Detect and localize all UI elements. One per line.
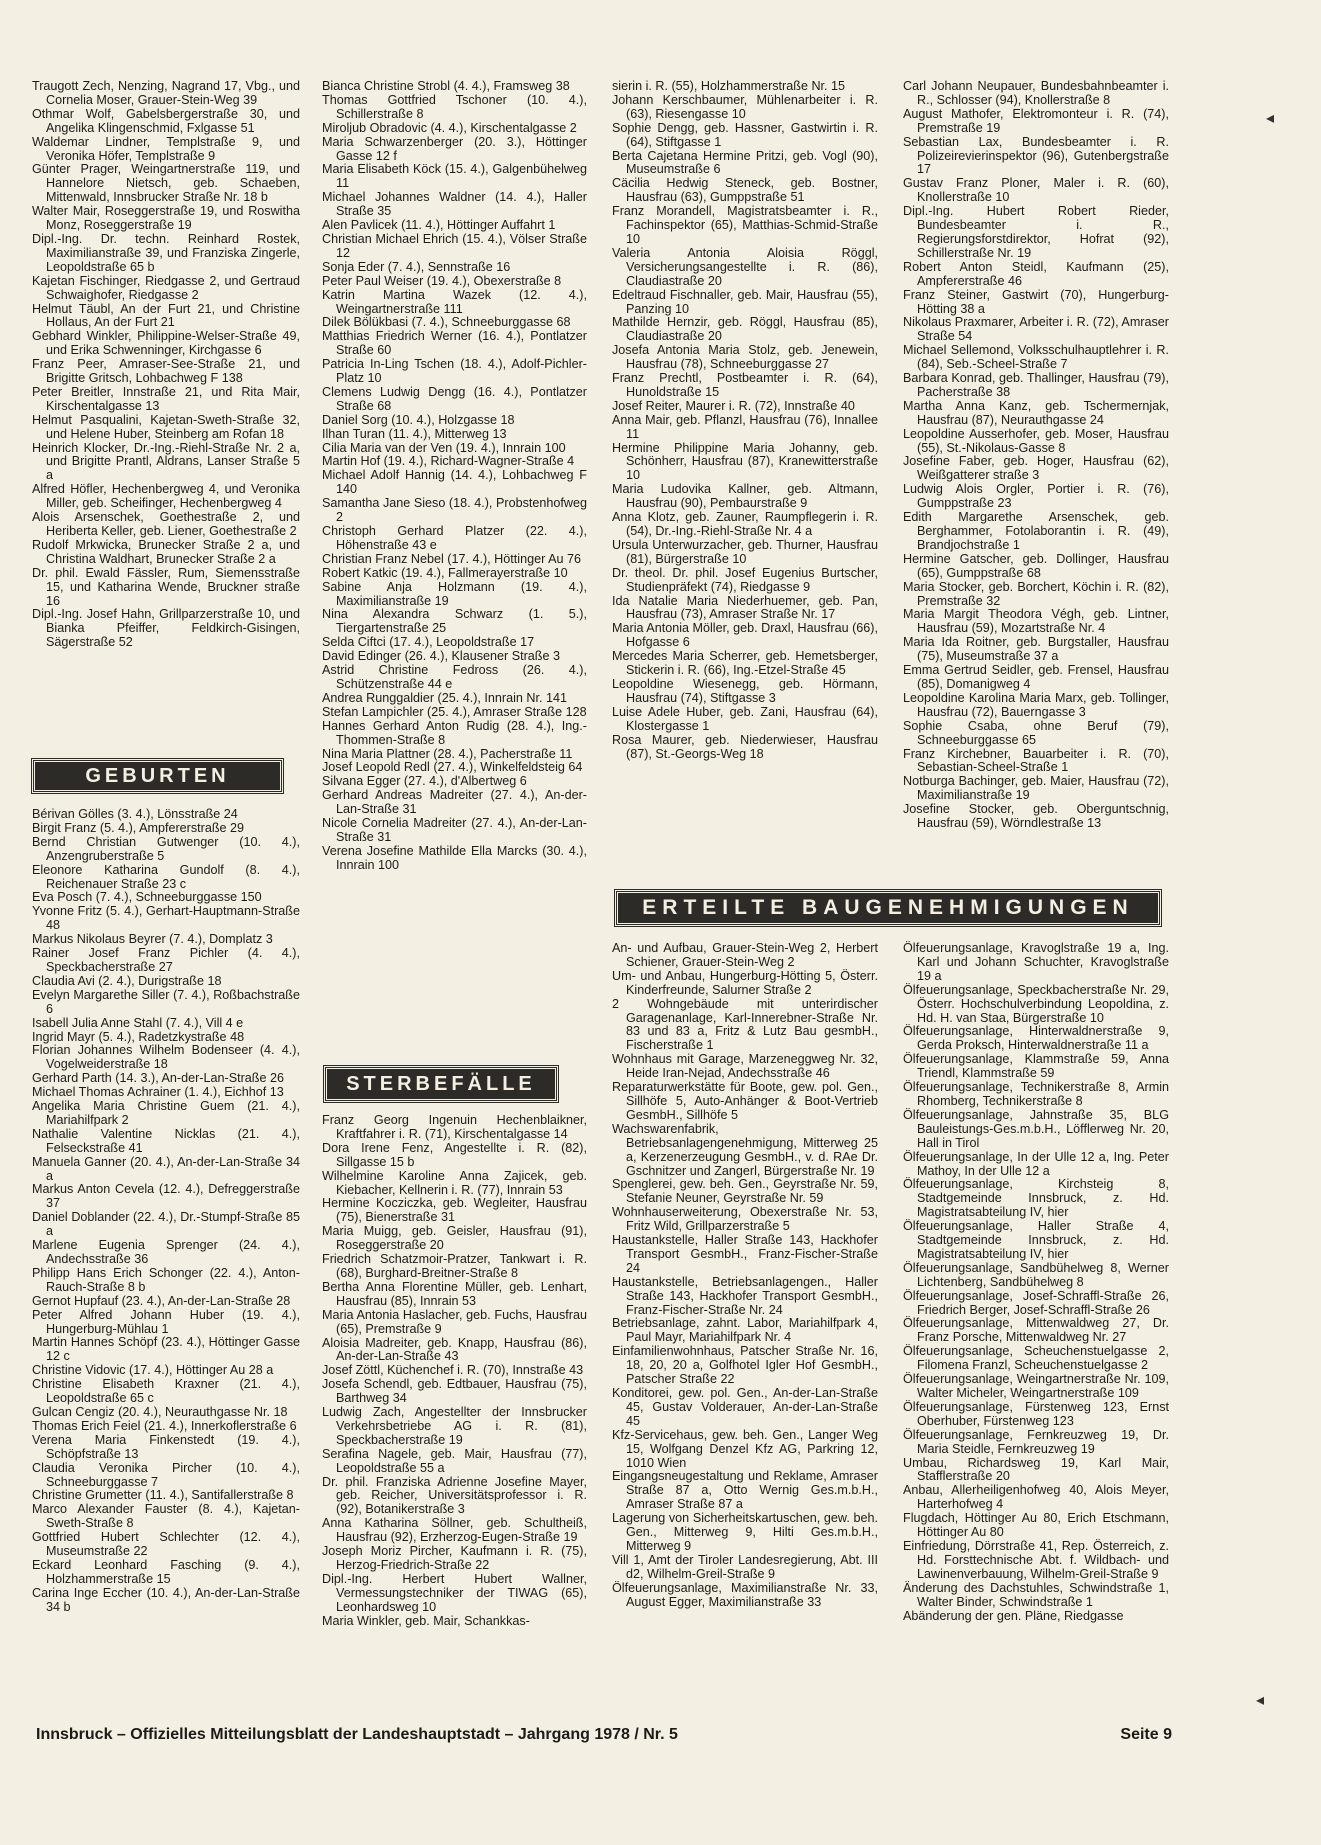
permit-entry: Spenglerei, gew. beh. Gen., Geyrstraße Nr. 59, Stefanie Neuner, Geyrstraße Nr. 59	[612, 1177, 878, 1206]
death-entry: Gustav Franz Ploner, Maler i. R. (60), Knollerstraße 10	[903, 176, 1169, 205]
birth-entry: Sabine Anja Holzmann (19. 4.), Maximilianstraße 19	[322, 579, 587, 608]
birth-entry: Christoph Gerhard Platzer (22. 4.), Höhenstraße 43 e	[322, 524, 587, 552]
birth-entry: Ingrid Mayr (5. 4.), Radetzkystraße 48	[32, 1029, 245, 1044]
death-entry: Maria Muigg, geb. Geisler, Hausfrau (91), Roseggerstraße 20	[322, 1224, 587, 1253]
permit-entry: Ölfeuerungsanlage, Fernkreuzweg 19, Dr. Maria Steidle, Fernkreuzweg 19	[903, 1427, 1169, 1456]
birth-entry: Christian Franz Nebel (17. 4.), Höttinger Au 76	[322, 551, 581, 566]
birth-entry: Thomas Gottfried Tschoner (10. 4.), Schillerstraße 8	[322, 92, 587, 121]
births-list-column-2	[322, 80, 587, 873]
permit-entry: Kfz-Servicehaus, gew. beh. Gen., Langer Weg 15, Wolfgang Denzel Kfz AG, Parkring 12, 1010 Wien	[612, 1427, 878, 1470]
permit-entry: Ölfeuerungsanlage, Maximilianstraße Nr. 33, August Egger, Maximilianstraße 33	[612, 1580, 878, 1609]
marriage-entry: Waldemar Lindner, Templstraße 9, und Veronika Höfer, Templstraße 9	[32, 134, 300, 163]
birth-entry: Daniel Doblander (22. 4.), Dr.-Stumpf-Straße 85 a	[32, 1210, 300, 1239]
birth-entry: Christine Grumetter (11. 4.), Santifallerstraße 8	[32, 1488, 294, 1503]
permit-entry: Vill 1, Amt der Tiroler Landesregierung, Abt. III d2, Wilhelm-Greil-Straße 9	[612, 1552, 878, 1581]
birth-entry: Christian Michael Ehrich (15. 4.), Völser Straße 12	[322, 231, 587, 260]
death-entry: Joseph Moriz Pircher, Kaufmann i. R. (75), Herzog-Friedrich-Straße 22	[322, 1544, 587, 1572]
birth-entry: Bernd Christian Gutwenger (10. 4.), Anzengruberstraße 5	[32, 834, 300, 863]
scan-mark-icon: ◂	[1266, 110, 1275, 127]
permit-entry: Ölfeuerungsanlage, Sandbühelweg 8, Werner Lichtenberg, Sandbühelweg 8	[903, 1260, 1169, 1289]
birth-entry: Christine Vidovic (17. 4.), Höttinger Au 28 a	[32, 1363, 274, 1378]
death-entry: Valeria Antonia Aloisia Röggl, Versicherungsangestellte i. R. (86), Claudiastraße 20	[612, 245, 878, 288]
death-entry: Hermine Kocziczka, geb. Wegleiter, Hausfrau (75), Bienerstraße 31	[322, 1196, 587, 1225]
birth-entry: Angelika Maria Christine Guem (21. 4.), Mariahilfpark 2	[32, 1099, 300, 1127]
birth-entry: Peter Alfred Johann Huber (19. 4.), Hungerburg-Mühlau 1	[32, 1307, 300, 1336]
birth-entry: Nathalie Valentine Nicklas (21. 4.), Felseckstraße 41	[32, 1126, 300, 1155]
permit-entry: Ölfeuerungsanlage, Kirchsteig 8, Stadtgemeinde Innsbruck, z. Hd. Magistratsabteilung IV, hier	[903, 1177, 1169, 1220]
marriage-entry: Helmut Täubl, An der Furt 21, und Christine Hollaus, An der Furt 21	[32, 301, 300, 330]
death-entry: Josefa Schendl, geb. Edtbauer, Hausfrau (75), Barthweg 34	[322, 1377, 587, 1406]
birth-entry: Claudia Avi (2. 4.), Durigstraße 18	[32, 973, 222, 988]
death-entry: Berta Cajetana Hermine Pritzi, geb. Vogl (90), Museumstraße 6	[612, 148, 878, 177]
death-entry: Aloisia Madreiter, geb. Knapp, Hausfrau (86), An-der-Lan-Straße 43	[322, 1335, 587, 1364]
death-entry: Ludwig Zach, Angestellter der Innsbrucker Verkehrsbetriebe AG i. R. (81), Speckbacherstraße 19	[322, 1405, 587, 1447]
death-entry: Friedrich Schatzmoir-Pratzer, Tankwart i. R. (68), Burghard-Breitner-Straße 8	[322, 1252, 587, 1280]
death-entry: Maria Winkler, geb. Mair, Schankkas-	[322, 1613, 530, 1628]
permit-entry: Ölfeuerungsanlage, Klammstraße 59, Anna Triendl, Klammstraße 59	[903, 1052, 1169, 1081]
marriage-entry: Franz Peer, Amraser-See-Straße 21, und Brigitte Gritsch, Lohbachweg F 138	[32, 357, 300, 386]
birth-entry: Martin Hof (19. 4.), Richard-Wagner-Straße 4	[322, 454, 575, 469]
death-entry: Dora Irene Fenz, Angestellte i. R. (82), Sillgasse 15 b	[322, 1140, 587, 1169]
death-entry: Sophie Csaba, ohne Beruf (79), Schneeburggasse 65	[903, 718, 1169, 747]
permit-entry: Einfriedung, Dörrstraße 41, Rep. Österreich, z. Hd. Forsttechnische Abt. f. Wildbach- und Lawinenverbauung, Wilhelm-Greil-Straße 9	[903, 1538, 1169, 1581]
death-entry: Maria Antonia Möller, geb. Draxl, Hausfrau (66), Hofgasse 6	[612, 621, 878, 650]
deaths-heading: STERBEFÄLLE	[324, 1066, 558, 1102]
death-entry: Carl Johann Neupauer, Bundesbahnbeamter i. R., Schlosser (94), Knollerstraße 8	[903, 79, 1169, 107]
building-permits-column-4	[903, 942, 1169, 1623]
birth-entry: Robert Katkic (19. 4.), Fallmerayerstraße 10	[322, 565, 568, 580]
marriage-entry: Gebhard Winkler, Philippine-Welser-Straße 49, und Erika Schwenninger, Kirchgasse 6	[32, 329, 300, 358]
marriage-entry: Walter Mair, Roseggerstraße 19, und Roswitha Monz, Roseggerstraße 19	[32, 204, 300, 233]
birth-entry: Florian Johannes Wilhelm Bodenseer (4. 4.), Vogelweiderstraße 18	[32, 1043, 300, 1072]
birth-entry: Marlene Eugenia Sprenger (24. 4.), Andechsstraße 36	[32, 1238, 300, 1266]
death-entry: Maria Stocker, geb. Borchert, Köchin i. R. (82), Premstraße 32	[903, 579, 1169, 608]
marriage-entry: Dipl.-Ing. Josef Hahn, Grillparzerstraße 10, und Bianka Pfeiffer, Feldkirch-Gisingen, Sägerstraße 52	[32, 607, 300, 650]
permit-entry: Ölfeuerungsanlage, Hinterwaldnerstraße 9, Gerda Proksch, Hinterwaldnerstraße 11 a	[903, 1024, 1169, 1053]
page-number: Seite 9	[1120, 1726, 1172, 1743]
death-entry: Luise Adele Huber, geb. Zani, Hausfrau (64), Klostergasse 1	[612, 704, 878, 733]
birth-entry: Michael Adolf Hannig (14. 4.), Lohbachweg F 140	[322, 468, 587, 497]
birth-entry: Daniel Sorg (10. 4.), Holzgasse 18	[322, 412, 515, 427]
birth-entry: Birgit Franz (5. 4.), Ampfererstraße 29	[32, 820, 245, 835]
death-entry: Franz Georg Ingenuin Hechenblaikner, Kraftfahrer i. R. (71), Kirschentalgasse 14	[322, 1113, 587, 1141]
marriage-entry: Heinrich Klocker, Dr.-Ing.-Riehl-Straße Nr. 2 a, und Brigitte Prantl, Aldrans, Lanser Straße 5 a	[32, 440, 300, 483]
birth-entry: Ilhan Turan (11. 4.), Mitterweg 13	[322, 426, 507, 441]
permit-entry: Konditorei, gew. pol. Gen., An-der-Lan-Straße 45, Gustav Volderauer, An-der-Lan-Straße 45	[612, 1386, 878, 1428]
birth-entry: Carina Inge Eccher (10. 4.), An-der-Lan-Straße 34 b	[32, 1585, 300, 1614]
permit-entry: Ölfeuerungsanlage, Speckbacherstraße Nr. 29, Österr. Hochschulverbindung Leopoldina, z. Hd. H. van Staa, Bürgerstraße 10	[903, 982, 1169, 1025]
death-entry: Edeltraud Fischnaller, geb. Mair, Hausfrau (55), Panzing 10	[612, 287, 878, 316]
death-entry: Martha Anna Kanz, geb. Tschermernjak, Hausfrau (87), Neurauthgasse 24	[903, 398, 1169, 427]
marriage-entry: Günter Prager, Weingartnerstraße 119, und Hannelore Nietsch, geb. Schaeben, Mittenwald, Innsbrucker Straße Nr. 18 b	[32, 162, 300, 205]
birth-entry: Michael Johannes Waldner (14. 4.), Haller Straße 35	[322, 190, 587, 219]
death-entry: Josefine Stocker, geb. Oberguntschnig, Hausfrau (59), Wörndlestraße 13	[903, 802, 1169, 831]
birth-entry: Claudia Veronika Pircher (10. 4.), Schneeburggasse 7	[32, 1460, 300, 1489]
birth-entry: Nicole Cornelia Madreiter (27. 4.), An-der-Lan-Straße 31	[322, 816, 587, 844]
permit-entry: Eingangsneugestaltung und Reklame, Amraser Straße 87 a, Otto Wernig Ges.m.b.H., Amraser Straße 87 a	[612, 1469, 878, 1512]
death-entry: Edith Margarethe Arsenschek, geb. Berghammer, Fotolaborantin i. R. (49), Brandjochstraße 1	[903, 510, 1169, 552]
death-entry: Anna Katharina Söllner, geb. Schultheiß, Hausfrau (92), Erzherzog-Eugen-Straße 19	[322, 1516, 587, 1545]
death-entry: Dipl.-Ing. Herbert Hubert Wallner, Vermessungstechniker der TIWAG (65), Leonhardsweg 10	[322, 1571, 587, 1614]
birth-entry: Michael Thomas Achrainer (1. 4.), Eichhof 13	[32, 1085, 284, 1100]
birth-entry: Clemens Ludwig Dengg (16. 4.), Pontlatzer Straße 68	[322, 384, 587, 413]
permit-entry: Betriebsanlage, zahnt. Labor, Mariahilfpark 4, Paul Mayr, Mariahilfpark Nr. 4	[612, 1316, 878, 1345]
death-entry: sierin i. R. (55), Holzhammerstraße Nr. 15	[612, 79, 846, 93]
death-entry: Franz Steiner, Gastwirt (70), Hungerburg-Hötting 38 a	[903, 287, 1169, 316]
permit-entry: Abänderung der gen. Pläne, Riedgasse	[903, 1608, 1124, 1623]
death-entry: Mercedes Maria Scherrer, geb. Hemetsberger, Stickerin i. R. (66), Ing.-Etzel-Straße 45	[612, 649, 878, 678]
births-heading: GEBURTEN	[32, 759, 283, 793]
permit-entry: Ölfeuerungsanlage, Technikerstraße 8, Armin Rhomberg, Technikerstraße 8	[903, 1080, 1169, 1108]
death-entry: Sebastian Lax, Bundesbeamter i. R. Polizeirevierinspektor (96), Gutenbergstraße 17	[903, 134, 1169, 177]
birth-entry: Miroljub Obradovic (4. 4.), Kirschentalgasse 2	[322, 120, 577, 135]
birth-entry: Thomas Erich Feiel (21. 4.), Innerkoflerstraße 6	[32, 1418, 297, 1433]
death-entry: Mathilde Hernzir, geb. Röggl, Hausfrau (85), Claudiastraße 20	[612, 315, 878, 344]
birth-entry: Eleonore Katharina Gundolf (8. 4.), Reichenauer Straße 23 c	[32, 862, 300, 891]
birth-entry: Maria Schwarzenberger (20. 3.), Höttinger Gasse 12 f	[322, 134, 587, 163]
death-entry: Hermine Philippine Maria Johanny, geb. Schönherr, Hausfrau (87), Kranewitterstraße 10	[612, 440, 878, 483]
permit-entry: Änderung des Dachstuhles, Schwindstraße 1, Walter Binder, Schwindstraße 1	[903, 1580, 1169, 1609]
birth-entry: Rainer Josef Franz Pichler (4. 4.), Speckbacherstraße 27	[32, 946, 300, 974]
death-entry: Leopoldine Ausserhofer, geb. Moser, Hausfrau (55), St.-Nikolaus-Gasse 8	[903, 426, 1169, 455]
permit-entry: Ölfeuerungsanlage, In der Ulle 12 a, Ing. Peter Mathoy, In der Ulle 12 a	[903, 1149, 1169, 1178]
birth-entry: Isabell Julia Anne Stahl (7. 4.), Vill 4 e	[32, 1015, 244, 1030]
permit-entry: Ölfeuerungsanlage, Fürstenweg 123, Ernst Oberhuber, Fürstenweg 123	[903, 1399, 1169, 1428]
death-entry: Emma Gertrud Seidler, geb. Frensel, Hausfrau (85), Domanigweg 4	[903, 663, 1169, 691]
death-entry: Leopoldine Wiesenegg, geb. Hörmann, Hausfrau (74), Stiftgasse 3	[612, 676, 878, 705]
birth-entry: Gottfried Hubert Schlechter (12. 4.), Museumstraße 22	[32, 1530, 300, 1559]
death-entry: Barbara Konrad, geb. Thallinger, Hausfrau (79), Pacherstraße 38	[903, 371, 1169, 399]
death-entry: Notburga Bachinger, geb. Maier, Hausfrau (72), Maximilianstraße 19	[903, 774, 1169, 803]
permit-entry: Haustankstelle, Haller Straße 143, Hackhofer Transport GesmbH., Franz-Fischer-Straße 24	[612, 1233, 878, 1275]
death-entry: Maria Margit Theodora Végh, geb. Lintner, Hausfrau (59), Mozartstraße Nr. 4	[903, 607, 1169, 636]
birth-entry: Patricia In-Ling Tschen (18. 4.), Adolf-Pichler-Platz 10	[322, 357, 587, 386]
permit-entry: Haustankstelle, Betriebsanlagengen., Haller Straße 143, Hackhofer Transport GesmbH., Franz-Fischer-Straße Nr. 24	[612, 1274, 878, 1317]
building-permits-heading: ERTEILTE BAUGENEHMIGUNGEN	[615, 890, 1161, 926]
birth-entry: Gernot Hupfauf (23. 4.), An-der-Lan-Straße 28	[32, 1293, 291, 1308]
death-entry: Ludwig Alois Orgler, Portier i. R. (76), Gumppstraße 23	[903, 482, 1169, 511]
birth-entry: Yvonne Fritz (5. 4.), Gerhart-Hauptmann-Straße 48	[32, 904, 300, 933]
deaths-list-column-4	[903, 80, 1169, 831]
marriage-entry: Alois Arsenschek, Goethestraße 2, und Heriberta Keller, geb. Liener, Goethestraße 2	[32, 510, 300, 538]
birth-entry: Markus Nikolaus Beyrer (7. 4.), Domplatz 3	[32, 932, 273, 947]
marriage-entry: Helmut Pasqualini, Kajetan-Sweth-Straße 32, und Helene Huber, Steinberg am Rofan 18	[32, 412, 300, 441]
death-entry: Nikolaus Praxmarer, Arbeiter i. R. (72), Amraser Straße 54	[903, 315, 1169, 344]
permit-entry: Ölfeuerungsanlage, Haller Straße 4, Stadtgemeinde Innsbruck, z. Hd. Magistratsabteilung IV, hier	[903, 1219, 1169, 1261]
permit-entry: Ölfeuerungsanlage, Josef-Schraffl-Straße 26, Friedrich Berger, Josef-Schraffl-Straße 26	[903, 1288, 1169, 1317]
death-entry: Dr. phil. Franziska Adrienne Josefine Mayer, geb. Reicher, Universitätsprofessor i. R. (92), Botanikerstraße 3	[322, 1474, 587, 1517]
permit-entry: Wohnhaus mit Garage, Marzeneggweg Nr. 32, Heide Iran-Nejad, Andechsstraße 46	[612, 1052, 878, 1081]
birth-entry: Hannes Gerhard Anton Rudig (28. 4.), Ing.-Thommen-Straße 8	[322, 718, 587, 747]
deaths-list-column-2	[322, 1114, 587, 1629]
birth-entry: Silvana Egger (27. 4.), d'Albertweg 6	[322, 774, 527, 789]
permit-entry: Um- und Anbau, Hungerburg-Hötting 5, Österr. Kinderfreunde, Salurner Straße 2	[612, 968, 878, 997]
permit-entry: Umbau, Richardsweg 19, Karl Mair, Stafflerstraße 20	[903, 1455, 1169, 1484]
permit-entry: Einfamilienwohnhaus, Patscher Straße Nr. 16, 18, 20, 20 a, Golfhotel Igler Hof GesmbH., Patscher Straße 22	[612, 1344, 878, 1387]
death-entry: Franz Prechtl, Postbeamter i. R. (64), Hunoldstraße 15	[612, 371, 878, 399]
birth-entry: Matthias Friedrich Werner (16. 4.), Pontlatzer Straße 60	[322, 329, 587, 358]
birth-entry: Christine Elisabeth Kraxner (21. 4.), Leopoldstraße 65 c	[32, 1377, 300, 1406]
death-entry: Franz Morandell, Magistratsbeamter i. R., Fachinspektor (65), Matthias-Schmid-Straße 10	[612, 204, 878, 246]
building-permits-column-3	[612, 942, 878, 1610]
births-list-column-1	[32, 808, 300, 1615]
death-entry: Maria Antonia Haslacher, geb. Fuchs, Hausfrau (65), Premstraße 9	[322, 1307, 587, 1336]
birth-entry: Astrid Christine Fedross (26. 4.), Schützenstraße 44 e	[322, 663, 587, 691]
footer-title: Innsbruck – Offizielles Mitteilungsblatt der Landeshauptstadt – Jahrgang 1978 / Nr. 5	[36, 1726, 678, 1743]
birth-entry: Eva Posch (7. 4.), Schneeburggasse 150	[32, 890, 262, 905]
deaths-list-column-3	[612, 80, 878, 761]
birth-entry: Dilek Bölükbasi (7. 4.), Schneeburggasse 68	[322, 315, 571, 330]
birth-entry: Josef Leopold Redl (27. 4.), Winkelfeldsteig 64	[322, 760, 583, 775]
marriage-entry: Dipl.-Ing. Dr. techn. Reinhard Rostek, Maximilianstraße 39, und Franziska Zingerle, Leopoldstraße 65 b	[32, 231, 300, 274]
marriage-entry: Dr. phil. Ewald Fässler, Rum, Siemensstraße 15, und Katharina Wende, Bruckner straße 16	[32, 565, 300, 608]
death-entry: Franz Kirchebner, Bauarbeiter i. R. (70), Sebastian-Scheel-Straße 1	[903, 746, 1169, 775]
marriage-entry: Peter Breitler, Innstraße 21, und Rita Mair, Kirschentalgasse 13	[32, 384, 300, 413]
birth-entry: Markus Anton Cevela (12. 4.), Defreggerstraße 37	[32, 1182, 300, 1211]
birth-entry: Evelyn Margarethe Siller (7. 4.), Roßbachstraße 6	[32, 987, 300, 1016]
death-entry: Robert Anton Steidl, Kaufmann (25), Ampfererstraße 46	[903, 259, 1169, 288]
birth-entry: Martin Hannes Schöpf (23. 4.), Höttinger Gasse 12 c	[32, 1335, 300, 1364]
permit-entry: Wohnhauserweiterung, Obexerstraße Nr. 53, Fritz Wild, Grillparzerstraße 5	[612, 1205, 878, 1234]
marriages-column	[32, 80, 300, 650]
death-entry: Bertha Anna Florentine Müller, geb. Lenhart, Hausfrau (85), Innrain 53	[322, 1279, 587, 1308]
death-entry: Sophie Dengg, geb. Hassner, Gastwirtin i. R. (64), Stiftgasse 1	[612, 120, 878, 149]
death-entry: Josefa Antonia Maria Stolz, geb. Jenewein, Hausfrau (78), Schneeburggasse 27	[612, 343, 878, 372]
birth-entry: Selda Ciftci (17. 4.), Leopoldstraße 17	[322, 635, 535, 650]
birth-entry: Stefan Lampichler (25. 4.), Amraser Straße 128	[322, 704, 587, 719]
birth-entry: Nina Alexandra Schwarz (1. 5.), Tiergartenstraße 25	[322, 607, 587, 636]
marriage-entry: Traugott Zech, Nenzing, Nagrand 17, Vbg., und Cornelia Moser, Grauer-Stein-Weg 39	[32, 79, 300, 107]
permit-entry: Flugdach, Höttinger Au 80, Erich Etschmann, Höttinger Au 80	[903, 1511, 1169, 1540]
death-entry: Rosa Maurer, geb. Niederwieser, Hausfrau (87), St.-Georgs-Weg 18	[612, 732, 878, 761]
permit-entry: Ölfeuerungsanlage, Kravoglstraße 19 a, Ing. Karl und Johann Schuchter, Kravoglstraße 19 a	[903, 941, 1169, 983]
birth-entry: Maria Elisabeth Köck (15. 4.), Galgenbühelweg 11	[322, 162, 587, 191]
permit-entry: Ölfeuerungsanlage, Weingartnerstraße Nr. 109, Walter Micheler, Weingartnerstraße 109	[903, 1372, 1169, 1400]
birth-entry: Verena Josefine Mathilde Ella Marcks (30. 4.), Innrain 100	[322, 843, 587, 872]
death-entry: Dipl.-Ing. Hubert Robert Rieder, Bundesbeamter i. R., Regierungsforstdirektor, Hofrat (92), Schillerstraße Nr. 19	[903, 204, 1169, 260]
scan-mark-icon: ◂	[1256, 1692, 1265, 1709]
birth-entry: Marco Alexander Fauster (8. 4.), Kajetan-Sweth-Straße 8	[32, 1502, 300, 1531]
death-entry: Hermine Gatscher, geb. Dollinger, Hausfrau (65), Gumppstraße 68	[903, 551, 1169, 580]
death-entry: Ursula Unterwurzacher, geb. Thurner, Hausfrau (81), Bürgerstraße 10	[612, 537, 878, 566]
permit-entry: Wachswarenfabrik, Betriebsanlagengenehmigung, Mitterweg 25 a, Kerzenerzeugung GesmbH., v. d. RAe Dr. Gschnitzer und Zangerl, Bürgerstraße Nr. 19	[612, 1121, 878, 1178]
permit-entry: Ölfeuerungsanlage, Mittenwaldweg 27, Dr. Franz Porsche, Mittenwaldweg Nr. 27	[903, 1316, 1169, 1345]
permit-entry: An- und Aufbau, Grauer-Stein-Weg 2, Herbert Schiener, Grauer-Stein-Weg 2	[612, 941, 878, 969]
death-entry: Maria Ida Roitner, geb. Burgstaller, Hausfrau (75), Museumstraße 37 a	[903, 635, 1169, 664]
birth-entry: Bérivan Gölles (3. 4.), Lönsstraße 24	[32, 807, 238, 821]
birth-entry: Nina Maria Plattner (28. 4.), Pacherstraße 11	[322, 746, 573, 761]
birth-entry: Peter Paul Weiser (19. 4.), Obexerstraße 8	[322, 273, 562, 288]
death-entry: Cäcilia Hedwig Steneck, geb. Bostner, Hausfrau (63), Gumppstraße 51	[612, 176, 878, 205]
death-entry: August Mathofer, Elektromonteur i. R. (74), Premstraße 19	[903, 106, 1169, 135]
birth-entry: Eckard Leonhard Fasching (9. 4.), Holzhammerstraße 15	[32, 1557, 300, 1586]
birth-entry: Gerhard Parth (14. 3.), An-der-Lan-Straße 26	[32, 1071, 284, 1086]
permit-entry: 2 Wohngebäude mit unterirdischer Garagenanlage, Karl-Innerebner-Straße Nr. 83 und 83 a, Fritz & Lutz Bau gesmbH., Fischerstraße 1	[612, 996, 878, 1053]
death-entry: Johann Kerschbaumer, Mühlenarbeiter i. R. (63), Riesengasse 10	[612, 92, 878, 121]
permit-entry: Lagerung von Sicherheitskartuschen, gew. beh. Gen., Mitterweg 9, Hilti Ges.m.b.H., Mitterweg 9	[612, 1511, 878, 1553]
marriage-entry: Kajetan Fischinger, Riedgasse 2, und Gertraud Schwaighofer, Riedgasse 2	[32, 273, 300, 302]
birth-entry: Samantha Jane Sieso (18. 4.), Probstenhofweg 2	[322, 496, 587, 525]
death-entry: Ida Natalie Maria Niederhuemer, geb. Pan, Hausfrau (73), Amraser Straße Nr. 17	[612, 593, 878, 622]
birth-entry: Cilia Maria van der Ven (19. 4.), Innrain 100	[322, 440, 566, 455]
marriage-entry: Rudolf Mrkwicka, Brunecker Straße 2 a, und Christina Waldhart, Brunecker Straße 2 a	[32, 537, 300, 566]
birth-entry: Alen Pavlicek (11. 4.), Höttinger Auffahrt 1	[322, 218, 556, 233]
death-entry: Wilhelmine Karoline Anna Zajicek, geb. Kiebacher, Kellnerin i. R. (77), Innrain 53	[322, 1168, 587, 1197]
death-entry: Anna Mair, geb. Pflanzl, Hausfrau (76), Innallee 11	[612, 412, 878, 441]
permit-entry: Reparaturwerkstätte für Boote, gew. pol. Gen., Sillhöfe 5, Auto-Anhänger & Boot-Vertrieb GesmbH., Sillhöfe 5	[612, 1080, 878, 1122]
permit-entry: Ölfeuerungsanlage, Jahnstraße 35, BLG Bauleistungs-Ges.m.b.H., Löfflerweg Nr. 20, Hall in Tirol	[903, 1107, 1169, 1150]
death-entry: Josef Reiter, Maurer i. R. (72), Innstraße 40	[612, 398, 855, 413]
marriage-entry: Othmar Wolf, Gabelsbergerstraße 30, und Angelika Klingenschmid, Fxlgasse 51	[32, 106, 300, 135]
birth-entry: Katrin Martina Wazek (12. 4.), Weingartnerstraße 111	[322, 287, 587, 316]
birth-entry: Bianca Christine Strobl (4. 4.), Framsweg 38	[322, 79, 570, 93]
death-entry: Maria Ludovika Kallner, geb. Altmann, Hausfrau (90), Pembaurstraße 9	[612, 482, 878, 511]
death-entry: Leopoldine Karolina Maria Marx, geb. Tollinger, Hausfrau (72), Bauerngasse 3	[903, 690, 1169, 719]
permit-entry: Anbau, Allerheiligenhofweg 40, Alois Meyer, Harterhofweg 4	[903, 1483, 1169, 1512]
death-entry: Serafina Nagele, geb. Mair, Hausfrau (77), Leopoldstraße 55 a	[322, 1446, 587, 1475]
marriage-entry: Alfred Höfler, Hechenbergweg 4, und Veronika Miller, geb. Scheifinger, Hechenbergweg 4	[32, 482, 300, 511]
permit-entry: Ölfeuerungsanlage, Scheuchenstuelgasse 2, Filomena Franzl, Scheuchenstuelgasse 2	[903, 1344, 1169, 1373]
death-entry: Josefine Faber, geb. Hoger, Hausfrau (62), Weißgatterer straße 3	[903, 454, 1169, 483]
birth-entry: Manuela Ganner (20. 4.), An-der-Lan-Straße 34 a	[32, 1154, 300, 1183]
birth-entry: Gulcan Cengiz (20. 4.), Neurauthgasse Nr. 18	[32, 1404, 288, 1419]
birth-entry: Philipp Hans Erich Schonger (22. 4.), Anton-Rauch-Straße 8 b	[32, 1265, 300, 1294]
birth-entry: Gerhard Andreas Madreiter (27. 4.), An-der-Lan-Straße 31	[322, 788, 587, 817]
birth-entry: Sonja Eder (7. 4.), Sennstraße 16	[322, 259, 511, 274]
death-entry: Dr. theol. Dr. phil. Josef Eugenius Burtscher, Studienpräfekt (74), Riedgasse 9	[612, 565, 878, 594]
death-entry: Michael Sellemond, Volksschulhauptlehrer i. R. (84), Seb.-Scheel-Straße 7	[903, 343, 1169, 372]
death-entry: Josef Zöttl, Küchenchef i. R. (70), Innstraße 43	[322, 1363, 584, 1378]
birth-entry: David Edinger (26. 4.), Klausener Straße 3	[322, 649, 561, 664]
birth-entry: Verena Maria Finkenstedt (19. 4.), Schöpfstraße 13	[32, 1432, 300, 1461]
death-entry: Anna Klotz, geb. Zauner, Raumpflegerin i. R. (54), Dr.-Ing.-Riehl-Straße Nr. 4 a	[612, 510, 878, 538]
birth-entry: Andrea Runggaldier (25. 4.), Innrain Nr. 141	[322, 690, 568, 705]
